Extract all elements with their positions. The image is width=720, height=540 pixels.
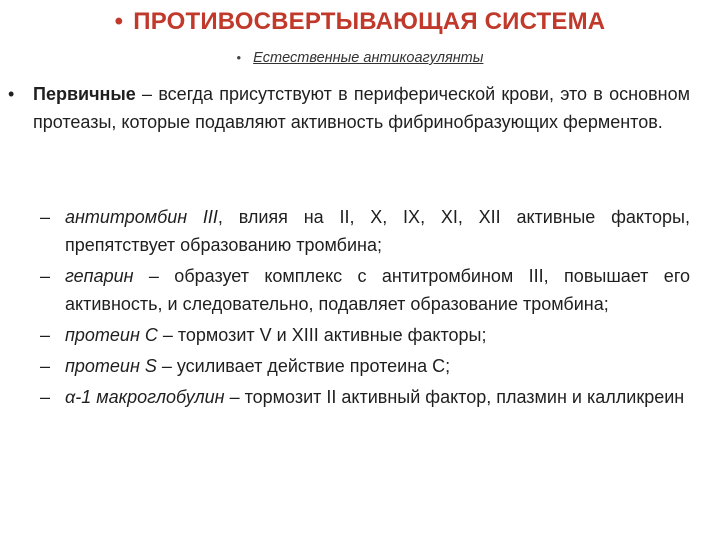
list-dash: – [40,266,51,286]
slide-subtitle [0,50,720,66]
item-text: , влияя на II, X, IX, XI, XII активные факторы, препятствует образованию тромбина; [65,207,690,255]
intro-bullet: • [8,84,15,104]
item-text: – образует комплекс с антитромбином III, повышает его активность, и следовательно, подавляет образование тромбина; [65,266,690,314]
list-dash: – [40,387,51,407]
item-term: протеин S [65,356,157,376]
list-dash: – [40,325,51,345]
intro-description: – всегда присутствуют в периферической крови, это в основном протеазы, которые подавляют активность фибринобразующих ферментов. [33,84,690,132]
item-text: – тормозит II активный фактор, плазмин и калликреин [224,387,685,407]
intro-text [33,80,690,136]
item-term: α-1 макроглобулин [65,387,225,407]
title-bullet: • [114,8,124,35]
list-item [40,383,690,411]
intro-paragraph [8,80,690,136]
list-dash: – [40,207,51,227]
title-text: ПРОТИВОСВЕРТЫВАЮЩАЯ СИСТЕМА [133,8,606,35]
item-term: гепарин [65,266,134,286]
item-term: протеин С [65,325,158,345]
item-text: – тормозит V и XIII активные факторы; [157,325,487,345]
item-text: – усиливает действие протеина С; [156,356,451,376]
intro-term: Первичные [33,84,136,104]
list-item [40,203,690,259]
subtitle-text: Естественные антикоагулянты [253,50,484,66]
list-item [40,262,690,318]
item-term: антитромбин III [65,207,218,227]
list-item [40,321,690,349]
list-dash: – [40,356,51,376]
anticoagulant-list [40,203,690,414]
slide-title [0,8,720,36]
list-item [40,352,690,380]
subtitle-bullet: • [236,50,242,65]
